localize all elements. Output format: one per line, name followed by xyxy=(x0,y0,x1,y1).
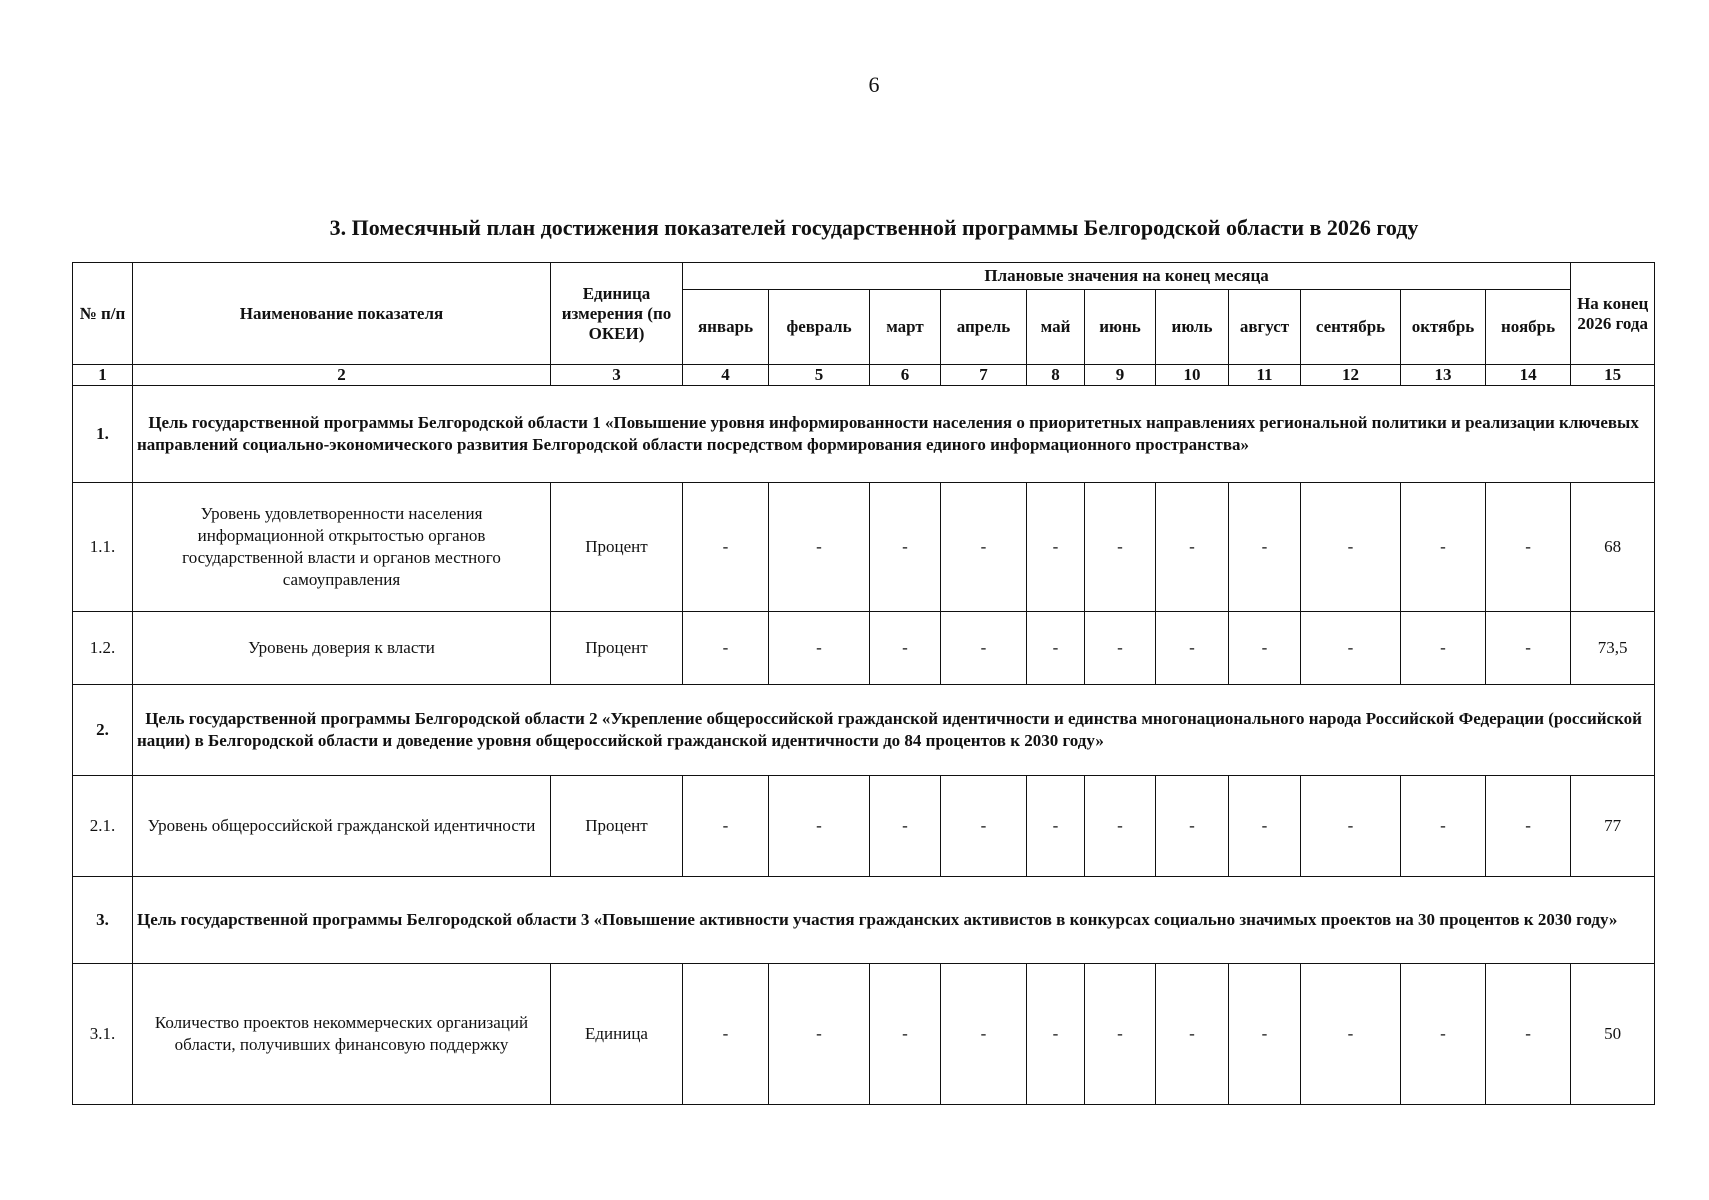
header-month: март xyxy=(870,290,941,365)
column-number: 4 xyxy=(683,365,769,386)
month-value: - xyxy=(1085,964,1156,1105)
month-value: - xyxy=(941,964,1027,1105)
column-number: 9 xyxy=(1085,365,1156,386)
header-num: № п/п xyxy=(73,263,133,365)
month-value: - xyxy=(1486,964,1571,1105)
header-month: май xyxy=(1027,290,1085,365)
month-value: - xyxy=(941,483,1027,612)
month-value: - xyxy=(941,612,1027,685)
month-value: - xyxy=(1156,612,1229,685)
month-value: - xyxy=(1486,776,1571,877)
month-value: - xyxy=(769,776,870,877)
month-value: - xyxy=(1156,483,1229,612)
column-number: 10 xyxy=(1156,365,1229,386)
month-value: - xyxy=(1229,964,1301,1105)
goal-number: 2. xyxy=(73,685,133,776)
month-value: - xyxy=(1027,483,1085,612)
goal-text: Цель государственной программы Белгородской области 1 «Повышение уровня информированности населения о приоритетных направлениях региональной политики и реализации ключевых направлений социально-экономического развития Белгородской области посредством формирования единого информационного пространства» xyxy=(133,386,1655,483)
header-month: ноябрь xyxy=(1486,290,1571,365)
header-month: октябрь xyxy=(1401,290,1486,365)
month-value: - xyxy=(870,612,941,685)
indicator-number: 3.1. xyxy=(73,964,133,1105)
column-number: 6 xyxy=(870,365,941,386)
monthly-plan-table xyxy=(72,262,1655,1105)
month-value: - xyxy=(769,964,870,1105)
header-month: февраль xyxy=(769,290,870,365)
header-month: сентябрь xyxy=(1301,290,1401,365)
month-value: - xyxy=(1027,964,1085,1105)
column-number: 2 xyxy=(133,365,551,386)
column-number: 14 xyxy=(1486,365,1571,386)
indicator-number: 2.1. xyxy=(73,776,133,877)
month-value: - xyxy=(1085,612,1156,685)
header-month: июнь xyxy=(1085,290,1156,365)
indicator-number: 1.2. xyxy=(73,612,133,685)
month-value: - xyxy=(1085,483,1156,612)
month-value: - xyxy=(1301,483,1401,612)
month-value: - xyxy=(1486,612,1571,685)
year-end-value: 50 xyxy=(1571,964,1655,1105)
header-month: январь xyxy=(683,290,769,365)
year-end-value: 77 xyxy=(1571,776,1655,877)
month-value: - xyxy=(1229,483,1301,612)
indicator-name: Уровень общероссийской гражданской идентичности xyxy=(133,776,551,877)
goal-row-1 xyxy=(73,386,1655,483)
column-number: 12 xyxy=(1301,365,1401,386)
indicator-unit: Процент xyxy=(551,483,683,612)
page-number: 6 xyxy=(868,72,880,97)
month-value: - xyxy=(1301,964,1401,1105)
indicator-name: Уровень доверия к власти xyxy=(133,612,551,685)
month-value: - xyxy=(870,776,941,877)
indicator-row-2-1 xyxy=(73,776,1655,877)
month-value: - xyxy=(1027,612,1085,685)
header-month: апрель xyxy=(941,290,1027,365)
month-value: - xyxy=(1486,483,1571,612)
month-value: - xyxy=(1085,776,1156,877)
indicator-row-1-2 xyxy=(73,612,1655,685)
indicator-number: 1.1. xyxy=(73,483,133,612)
month-value: - xyxy=(683,483,769,612)
goal-text: Цель государственной программы Белгородской области 2 «Укрепление общероссийской гражданской идентичности и единства многонационального народа Российской Федерации (российской нации) в Белгородской области и доведение уровня общероссийской гражданской идентичности до 84 процентов к 2030 году» xyxy=(133,685,1655,776)
year-end-value: 68 xyxy=(1571,483,1655,612)
month-value: - xyxy=(683,776,769,877)
month-value: - xyxy=(683,964,769,1105)
month-value: - xyxy=(1229,776,1301,877)
page-title: 3. Помесячный план достижения показателей государственной программы Белгородской области в 2026 году xyxy=(329,215,1419,240)
header-planned: Плановые значения на конец месяца xyxy=(683,263,1571,290)
month-value: - xyxy=(683,612,769,685)
month-value: - xyxy=(941,776,1027,877)
month-value: - xyxy=(1301,776,1401,877)
goal-number: 3. xyxy=(73,877,133,964)
goal-row-2 xyxy=(73,685,1655,776)
month-value: - xyxy=(1156,776,1229,877)
goal-text: Цель государственной программы Белгородской области 3 «Повышение активности участия гражданских активистов в конкурсах социально значимых проектов на 30 процентов к 2030 году» xyxy=(133,877,1655,964)
month-value: - xyxy=(1027,776,1085,877)
column-number: 3 xyxy=(551,365,683,386)
indicator-unit: Процент xyxy=(551,612,683,685)
header-year-end: На конец 2026 года xyxy=(1571,263,1655,365)
column-number: 13 xyxy=(1401,365,1486,386)
indicator-name: Количество проектов некоммерческих организаций области, получивших финансовую поддержку xyxy=(133,964,551,1105)
header-row-top xyxy=(73,263,1655,290)
goal-row-3 xyxy=(73,877,1655,964)
indicator-row-3-1 xyxy=(73,964,1655,1105)
month-value: - xyxy=(870,483,941,612)
month-value: - xyxy=(870,964,941,1105)
year-end-value: 73,5 xyxy=(1571,612,1655,685)
column-number: 15 xyxy=(1571,365,1655,386)
header-month: июль xyxy=(1156,290,1229,365)
indicator-unit: Единица xyxy=(551,964,683,1105)
indicator-name: Уровень удовлетворенности населения информационной открытостью органов государственной власти и органов местного самоуправления xyxy=(133,483,551,612)
header-name: Наименование показателя xyxy=(133,263,551,365)
column-number: 5 xyxy=(769,365,870,386)
month-value: - xyxy=(1401,483,1486,612)
column-number: 7 xyxy=(941,365,1027,386)
column-number: 8 xyxy=(1027,365,1085,386)
month-value: - xyxy=(1401,612,1486,685)
month-value: - xyxy=(1401,964,1486,1105)
month-value: - xyxy=(1156,964,1229,1105)
indicator-unit: Процент xyxy=(551,776,683,877)
column-number: 1 xyxy=(73,365,133,386)
column-number: 11 xyxy=(1229,365,1301,386)
month-value: - xyxy=(769,612,870,685)
month-value: - xyxy=(1229,612,1301,685)
column-numbers-row xyxy=(73,365,1655,386)
month-value: - xyxy=(769,483,870,612)
month-value: - xyxy=(1401,776,1486,877)
month-value: - xyxy=(1301,612,1401,685)
indicator-row-1-1 xyxy=(73,483,1655,612)
goal-number: 1. xyxy=(73,386,133,483)
header-month: август xyxy=(1229,290,1301,365)
header-unit: Единица измерения (по ОКЕИ) xyxy=(551,263,683,365)
